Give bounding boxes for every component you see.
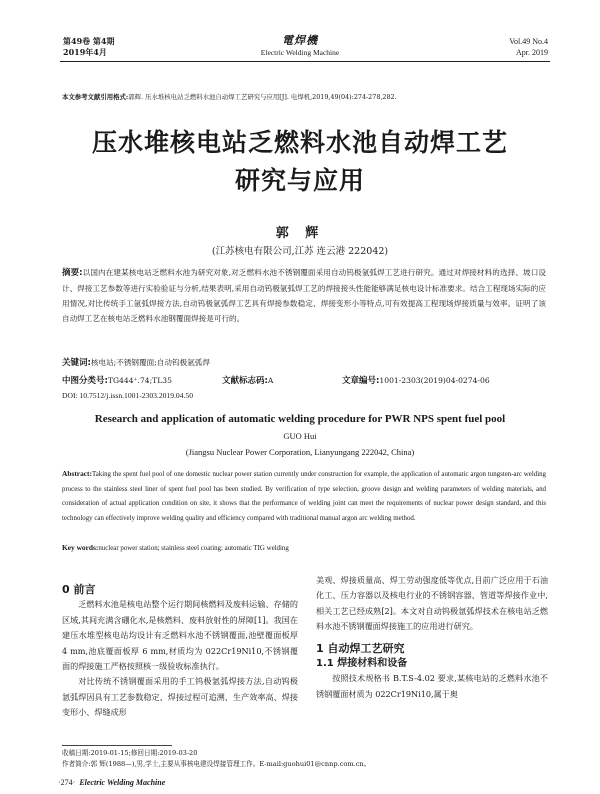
footnote [62,748,542,770]
article-title-cn [50,124,550,200]
paragraph: 按照技术规格书 B.T.S-4.02 要求,某核电站的乏燃料水池不锈钢覆面材质为 022Cr19Ni10,属于奥 [316,673,548,699]
journal-logo: 電焊機 [282,34,318,47]
date-en: Apr. 2019 [516,48,548,57]
header-center [200,32,400,57]
page-number: ·274· [58,778,76,787]
keywords-en-label: Key words: [62,543,99,552]
title-cn-line2: 研究与应用 [234,166,365,195]
doi: DOI: 10.7512/j.issn.1001-2303.2019.04.50 [62,391,193,400]
header-divider [60,61,550,62]
article-no-label: 文章编号: [342,376,380,386]
keywords-cn-text: 核电站;不锈钢覆面;自动钨极氩弧焊 [90,358,210,367]
section-0-heading: 0 前言 [62,583,96,596]
keywords-cn-label: 关键词: [62,358,91,368]
body-column-right [316,573,548,702]
header-right [509,36,548,58]
author-bio: 作者简介:郭 辉(1988—),男,学士,主要从事核电建设焊接管理工作。E-mail:guohui01@cnnp.com.cn。 [62,760,371,768]
date-cn: 2019年4月 [63,47,107,57]
journal-name-en: Electric Welding Machine [260,48,340,57]
section-1-1-heading: 1.1 焊接材料和设备 [316,658,408,670]
keywords-en [62,543,546,552]
keywords-cn [62,356,546,368]
abstract-en-text: Taking the spent fuel pool of one domestic nuclear power station currently under construction for example, the application of automatic argon tungsten-arc welding process to the stainless steel liner of spent fuel pool has been studied. By verification of type selection, groove design and welding parameters of welding materials, and consideration of actual application condition on site, it shows that the performance of welding joint can meet the requirements of nuclear power design standard, and this technology can effectively improve welding quality and efficiency compared with traditional manual argon arc welding method. [62,471,546,522]
author-cn: 郭 辉 [275,226,325,241]
footer-journal: Electric Welding Machine [79,778,166,787]
classification-row [62,374,562,386]
volume-en: Vol.49 No.4 [509,37,548,46]
page-footer [58,778,165,787]
abstract-en-label: Abstract: [62,469,92,478]
doc-code-label: 文献标志码: [222,376,268,386]
affiliation-cn: (江苏核电有限公司,江苏 连云港 222042) [211,246,389,257]
paragraph: 乏燃料水池是核电站整个运行期间核燃料及废料运输、存储的区域,其间充满含硼化水,是核燃料、废料放射性的屏障[1]。我国在建压水堆型核电站均设计有乏燃料水池不锈钢覆面,池壁覆面板厚 4 mm,池底覆面板厚 6 mm,材质均为 022Cr19Ni10,不锈钢覆面的焊接施工严格按照核一级验收标准执行。 [62,599,298,672]
clc-label: 中图分类号: [62,376,108,386]
footnote-divider [62,745,172,746]
abstract-cn [62,265,546,326]
abstract-cn-text: 以国内在建某核电站乏燃料水池为研究对象,对乏燃料水池不锈钢覆面采用自动钨极氩弧焊工艺进行研究。通过对焊接材料的选择、坡口设计、焊接工艺参数等进行实验验证与分析,结果表明,采用自动钨极氩弧焊工艺的焊接接头性能能够满足核电设计标准要求。结合工程现场实际的应用情况,对比传统手工氩弧焊接方法,自动钨极氩弧焊工艺具有焊接参数稳定、焊接变形小等特点,可有效提高工程现场焊接质量与效率。证明了该自动焊工艺在核电站乏燃料水池钢覆面焊接是可行的。 [62,268,546,323]
volume-cn: 第49卷 第4期 [63,36,115,46]
paragraph: 美观、焊接质量高、焊工劳动强度低等优点,目前广泛应用于石油化工、压力容器以及核电行业的不锈钢容器、管道等焊接作业中,相关工艺已经成熟[2]。本文对自动钨极氩弧焊技术在核电站乏燃料水池不锈钢覆面焊接施工的应用进行研究。 [316,575,548,632]
abstract-cn-label: 摘要: [62,268,83,278]
section-1-heading: 1 自动焊工艺研究 [316,641,405,655]
doc-code-value: A [267,376,274,385]
title-cn-line1: 压水堆核电站乏燃料水池自动焊工艺 [91,128,508,157]
received-dates: 收稿日期:2019-01-15;修回日期:2019-03-20 [62,749,198,757]
header-left [63,36,114,58]
affiliation-en: (Jiangsu Nuclear Power Corporation, Lianyungang 222042, China) [185,447,415,457]
clc-value: TG444⁺.74;TL35 [107,376,172,385]
citation-line [62,92,542,101]
article-title-en: Research and application of automatic welding procedure for PWR NPS spent fuel pool [94,413,506,425]
citation-label: 本文参考文献引用格式: [62,93,129,101]
body-column-left [62,582,298,721]
abstract-en [62,467,546,526]
citation-text: 郭辉. 压水堆核电站乏燃料水池自动焊工艺研究与应用[J]. 电焊机,2019,49(04):274-278,282. [128,93,397,101]
author-en: GUO Hui [283,431,317,441]
keywords-en-text: nuclear power station; stainless steel coating; automatic TIG welding [98,545,289,552]
article-no-value: 1001-2303(2019)04-0274-06 [379,376,490,385]
paragraph: 对比传统不锈钢覆面采用的手工钨极氩弧焊接方法,自动钨极氩弧焊因具有工艺参数稳定、焊接过程可追溯、生产效率高、焊接变形小、焊缝成形 [62,676,298,718]
